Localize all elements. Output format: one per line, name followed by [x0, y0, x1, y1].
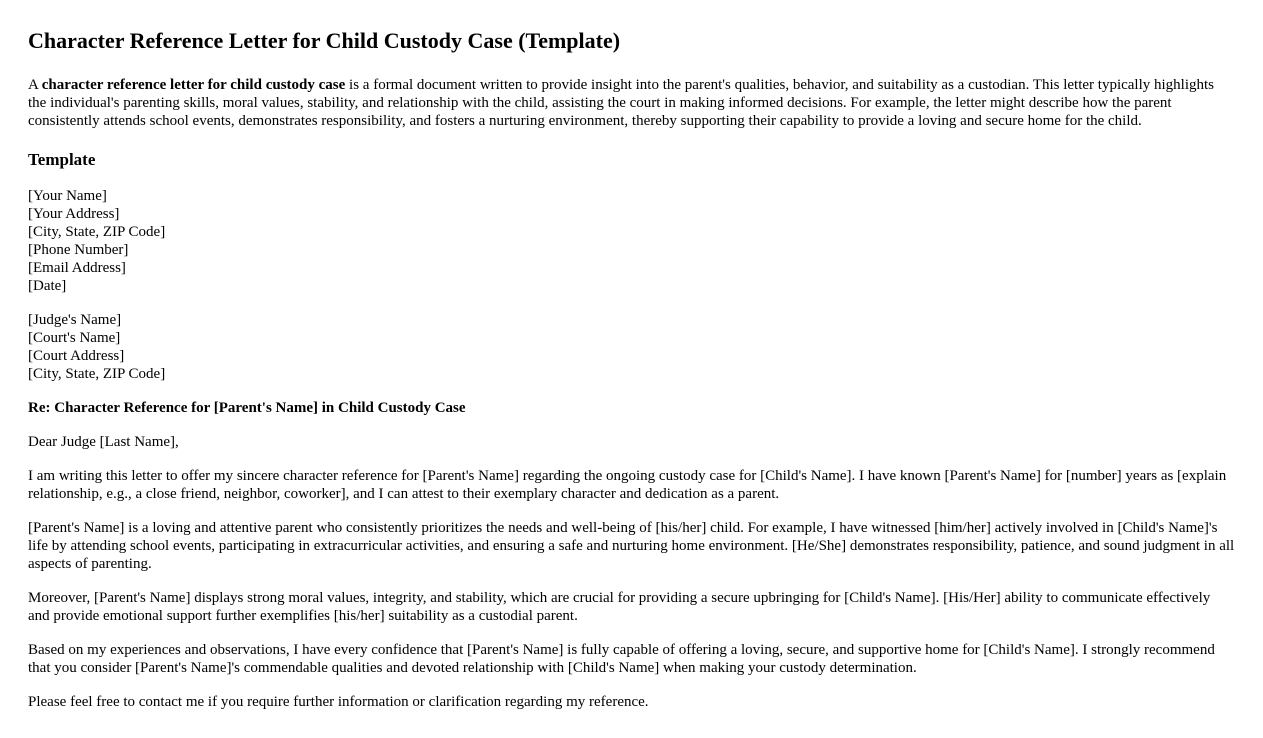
letter-paragraph: Based on my experiences and observations, I have every confidence that [Parent's Name] is fully capable of offering a loving, secure, and supportive home for [Child's Name]. I strongly recommend that you consider [Parent's Name]'s commendable qualities and devoted relationship with [Child's Name] when making your custody determination. [28, 642, 1215, 676]
letter-paragraph: [Parent's Name] is a loving and attentive parent who consistently prioritizes the needs and well-being of [his/her] child. For example, I have witnessed [him/her] actively involved in [Child's Name]'s life by attending school events, participating in extracurricular activities, and ensuring a safe and nurturing home environment. [He/She] demonstrates responsibility, patience, and sound judgment in all aspects of parenting. [28, 520, 1235, 572]
sender-address-block [28, 187, 1235, 295]
letter-salutation: Dear Judge [Last Name], [28, 434, 179, 450]
sender-phone-line: [Phone Number] [28, 242, 129, 258]
recipient-address-block [28, 311, 1235, 383]
sender-date-line: [Date] [28, 278, 67, 294]
intro-rest: is a formal document written to provide insight into the parent's qualities, behavior, and suitability as a custodian. This letter typically highlights the individual's parenting skills, moral values, stability, and relationship with the child, assisting the court in making informed decisions. For example, the letter might describe how the parent consistently attends school events, demonstrates responsibility, and fosters a nurturing environment, thereby supporting their capability to provide a loving and secure home for the child. [28, 77, 1215, 129]
letter-subject: Re: Character Reference for [Parent's Name] in Child Custody Case [28, 400, 466, 416]
letter-paragraph: Please feel free to contact me if you require further information or clarification regarding my reference. [28, 694, 649, 710]
intro-paragraph [28, 76, 1235, 130]
letter-paragraph: I am writing this letter to offer my sincere character reference for [Parent's Name] regarding the ongoing custody case for [Child's Name]. I have known [Parent's Name] for [number] years as [explain relationship, e.g., a close friend, neighbor, coworker], and I can attest to their exemplary character and dedication as a parent. [28, 468, 1227, 502]
intro-prefix: A [28, 77, 42, 93]
sender-name-line: [Your Name] [28, 188, 107, 204]
recipient-judge-line: [Judge's Name] [28, 312, 122, 328]
intro-bold-term: character reference letter for child custody case [41, 77, 346, 93]
sender-city-line: [City, State, ZIP Code] [28, 224, 166, 240]
sender-email-line: [Email Address] [28, 260, 126, 276]
letter-paragraph: Moreover, [Parent's Name] displays strong moral values, integrity, and stability, which are crucial for providing a secure upbringing for [Child's Name]. [His/Her] ability to communicate effectively and provide emotional support further exemplifies [his/her] suitability as a custodial parent. [28, 590, 1211, 624]
page-title: Character Reference Letter for Child Custody Case (Template) [28, 28, 621, 53]
template-heading: Template [28, 150, 96, 169]
recipient-court-line: [Court's Name] [28, 330, 121, 346]
recipient-city-line: [City, State, ZIP Code] [28, 366, 166, 382]
recipient-court-address-line: [Court Address] [28, 348, 125, 364]
sender-address-line: [Your Address] [28, 206, 120, 222]
